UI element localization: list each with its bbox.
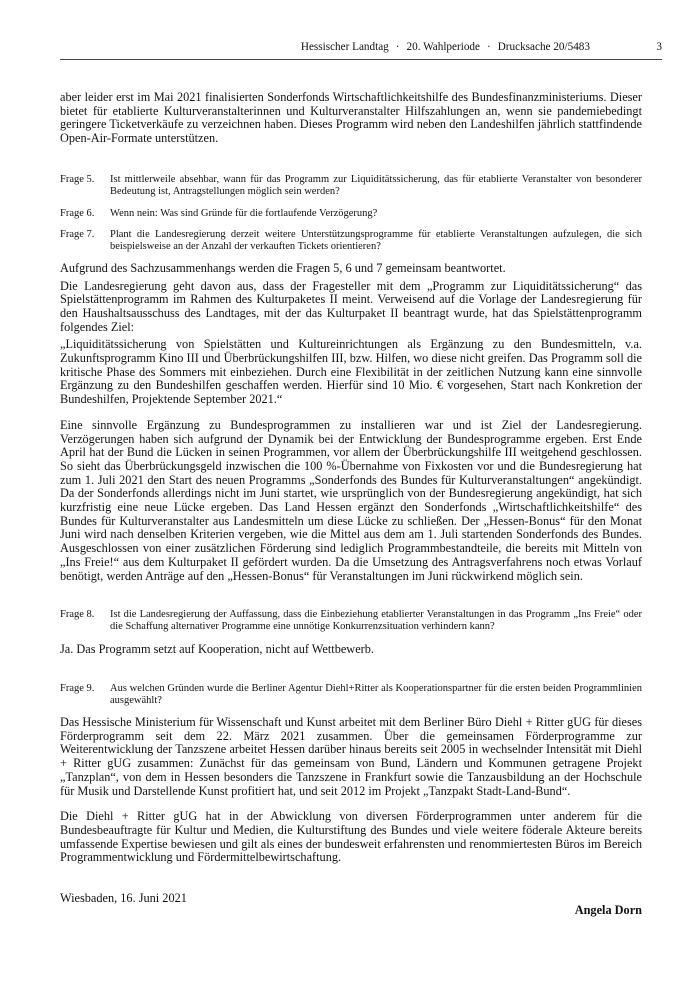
header-rule: [60, 59, 662, 60]
question-9: [60, 683, 642, 707]
page-header: [60, 41, 662, 57]
header-info: [301, 41, 590, 53]
header-separator: ·: [395, 41, 400, 53]
question-7: [60, 229, 642, 253]
answer-9-paragraph-1: Das Hessische Ministerium für Wissenschaft und Kunst arbeitet mit dem Berliner Büro Diehl + Ritter gUG für dieses Förderprogramm seit dem 22. März 2021 zusammen. Über die gemeinsamen Förderprogramme zur Weiterentwicklung der Tanzszene arbeitet Hessen darüber hinaus bereits seit 2005 in wechselnder Intensität mit Diehl + Ritter gUG zusammen: Zunächst für das gemeinsam von Bund, Ländern und Kommunen getragene Projekt „Tanzplan“, von dem in Hessen besonders die Tanzszene in Frankfurt sowie die Tanzausbildung an der Hochschule für Musik und Darstellende Kunst profitiert hat, und seit 2012 im Projekt „Tanzpakt Stadt-Land-Bund“.: [60, 714, 642, 798]
place-date: Wiesbaden, 16. Juni 2021: [60, 891, 187, 906]
question-5: [60, 174, 642, 198]
question-8: [60, 609, 642, 633]
header-drucksache: Drucksache 20/5483: [497, 41, 590, 53]
header-publisher: Hessischer Landtag: [300, 41, 389, 53]
answer-5-7-quote: „Liquiditätssicherung von Spielstätten und Kultureinrichtungen als Ergänzung zu den Bundesmitteln, v.a. Zukunftsprogramm Kino III und Überbrückungshilfen III, bzw. Hilfen, wo diese nicht greifen. Das Programm soll die kritische Phase des Sommers mit einbeziehen. Durch eine Flexibilität in der zeitlichen Nutzung kann eine sinnvolle Ergänzung zu den Bundeshilfen geschaffen werden. Hierfür sind 10 Mio. € vorgesehen, Start nach Konkretion der Bundeshilfen, Projektende September 2021.“: [60, 337, 642, 407]
answer-9-paragraph-2: Die Diehl + Ritter gUG hat in der Abwicklung von diversen Förderprogrammen unter anderem für die Bundesbeauftragte für Kultur und Medien, die Kulturstiftung des Bundes und viele weitere föderale Akteure bereits umfassende Expertise bewiesen und gilt als eines der bundesweit erfahrensten und renommiertesten Büros im Bereich Programmentwicklung und Fördermittelbewirtschaftung.: [60, 809, 642, 865]
document-body: [60, 91, 642, 921]
header-separator: ·: [486, 41, 491, 53]
question-text: Aus welchen Gründen wurde die Berliner Agentur Diehl+Ritter als Kooperationspartner für die ersten beiden Programmlinien ausgewählt?: [110, 682, 642, 706]
question-label: Frage 9.: [60, 682, 95, 694]
answer-5-7-paragraph-2: Eine sinnvolle Ergänzung zu Bundesprogrammen zu installieren war und ist Ziel der Landesregierung. Verzögerungen haben sich aufgrund der Dynamik bei der Entwicklung der Bundesprogramme ergeben. Erst Ende April hat der Bund die Lücken in seinen Programmen, vor allem der Überbrückungshilfe III weitgehend geschlossen. So sieht das Überbrückungsgeld inzwischen die 100 %-Übernahme von Fixkosten vor und die Bundesregierung hat zum 1. Juli 2021 den Start des neuen Programms „Sonderfonds des Bundes für Kulturveranstaltungen“ angekündigt. Da der Sonderfonds allerdings nicht im Juni startet, wie ursprünglich von der Bundesregierung angekündigt, hat sich kurzfristig eine neue Lücke ergeben. Das Land Hessen ergänzt den Sonderfonds „Wirtschaftlichkeitshilfe“ des Bundes für Kulturveranstalter aus Landesmitteln um diese Lücke zu schließen. Der „Hessen-Bonus“ für den Monat Juni wird nach denselben Kriterien vergeben, wie die Mittel aus dem am 1. Juli startenden Sonderfonds des Bundes. Ausgeschlossen von einer zusätzlichen Förderung sind lediglich Programmbestandteile, die bereits mit Mitteln von „Ins Freie!“ aus dem Kulturpaket II gefördert wurden. Da die Umsetzung des Antragsverfahrens noch etwas Vorlauf benötigt, werden Anträge auf den „Hessen-Bonus“ für Veranstaltungen im Juni rückwirkend möglich sein.: [60, 417, 642, 583]
question-text: Ist die Landesregierung der Auffassung, dass die Einbeziehung etablierter Veranstaltungen in das Programm „Ins Freie“ oder die Schaffung alternativer Programme eine unnötige Konkurrenzsituation verhindern kann?: [110, 609, 642, 633]
signature-block: [60, 891, 642, 921]
answer-8: Ja. Das Programm setzt auf Kooperation, nicht auf Wettbewerb.: [60, 642, 374, 657]
answer-5-7-intro: Aufgrund des Sachzusammenhangs werden die Fragen 5, 6 und 7 gemeinsam beantwortet.: [60, 260, 506, 275]
question-label: Frage 6.: [60, 207, 95, 219]
question-text: Ist mittlerweile absehbar, wann für das Programm zur Liquiditätssicherung, das für etablierte Veranstalter von besonderer Bedeutung ist, Antragstellungen möglich sein werden?: [110, 173, 642, 197]
question-text: Wenn nein: Was sind Gründe für die fortlaufende Verzögerung?: [110, 207, 378, 219]
page-number: 3: [656, 41, 662, 53]
question-label: Frage 8.: [60, 609, 95, 621]
question-label: Frage 5.: [60, 173, 95, 185]
answer-5-7-paragraph-1: Die Landesregierung geht davon aus, dass der Fragesteller mit dem „Programm zur Liquiditätssicherung“ das Spielstättenprogramm im Rahmen des Kulturpaketes II meint. Verweisend auf die Vorlage der Landesregierung für den Haushaltsausschuss des Landtages, mit der das Kulturpaket II beantragt wurde, hat das Spielstättenprogramm folgendes Ziel:: [60, 278, 642, 334]
question-label: Frage 7.: [60, 228, 95, 240]
intro-paragraph: aber leider erst im Mai 2021 finalisierten Sonderfonds Wirtschaftlichkeitshilfe des Bundesfinanzministeriums. Dieser bietet für etablierte Kulturveranstalterinnen und Kulturveranstalter Hilfszahlungen an, wenn sie pandemiebedingt geringere Ticketverkäufe zu verzeichnen haben. Dieses Programm wird neben den Landeshilfen jährlich stattfindende Open-Air-Formate unterstützen.: [60, 90, 642, 146]
header-period: 20. Wahlperiode: [406, 41, 480, 53]
question-text: Plant die Landesregierung derzeit weitere Unterstützungsprogramme für etablierte Veranstaltungen aufzulegen, die sich beispielsweise an der Anzahl der verkauften Tickets orientieren?: [110, 228, 642, 252]
question-6: [60, 208, 642, 220]
signatory-name: Angela Dorn: [574, 903, 642, 918]
